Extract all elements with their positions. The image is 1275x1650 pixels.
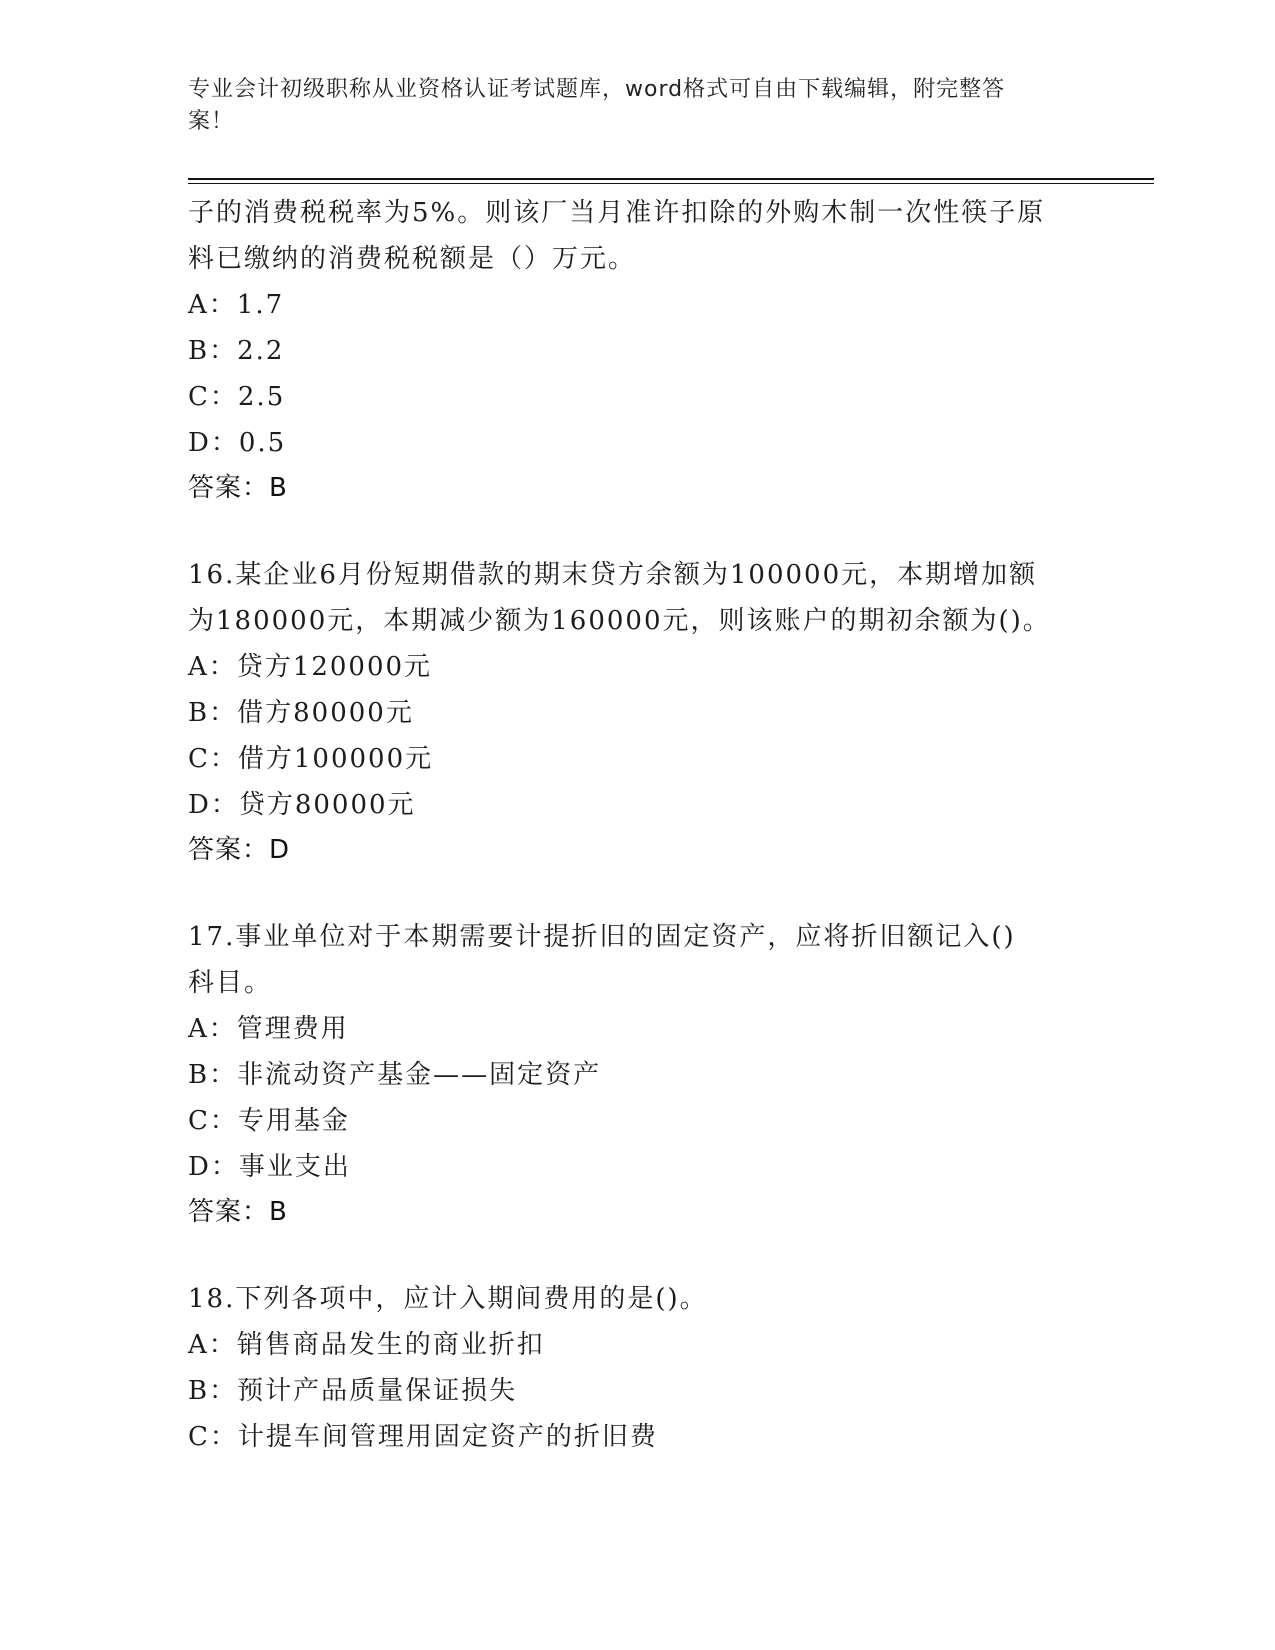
spacer [188,1234,1088,1276]
answer-line: 答案：B [188,473,288,503]
question-content [188,190,1088,1460]
question-18 [188,1276,1088,1460]
header-rule-thick [188,178,1154,180]
page-header [188,74,1068,138]
header-line-1: 专业会计初级职称从业资格认证考试题库，word格式可自由下载编辑，附完整答 [188,77,1006,102]
option-b: B：借方80000元 [188,698,414,728]
option-a: A：1.7 [188,290,285,320]
answer-line: 答案：D [188,835,291,865]
header-rule-thin [188,183,1154,184]
question-17 [188,914,1088,1234]
spacer [188,872,1088,914]
option-c: C：专用基金 [188,1106,350,1136]
header-line-2: 案！ [188,109,235,134]
question-15-continued [188,190,1088,510]
question-text-line: 料已缴纳的消费税税额是（）万元。 [188,244,637,274]
spacer [188,510,1088,552]
option-b: B：非流动资产基金——固定资产 [188,1060,602,1090]
option-d: D：贷方80000元 [188,790,416,820]
option-d: D：0.5 [188,428,287,458]
question-text-line: 科目。 [188,968,273,998]
question-text-line: 17.事业单位对于本期需要计提折旧的固定资产，应将折旧额记入() [188,922,1016,952]
answer-line: 答案：B [188,1197,288,1227]
question-text-line: 子的消费税税率为5%。则该厂当月准许扣除的外购木制一次性筷子原 [188,198,1046,228]
question-text-line: 为180000元，本期减少额为160000元，则该账户的期初余额为()。 [188,606,1051,636]
question-text-line: 16.某企业6月份短期借款的期末贷方余额为100000元，本期增加额 [188,560,1038,590]
option-a: A：管理费用 [188,1014,349,1044]
option-c: C：借方100000元 [188,744,434,774]
option-b: B：预计产品质量保证损失 [188,1376,518,1406]
option-b: B：2.2 [188,336,285,366]
option-a: A：销售商品发生的商业折扣 [188,1330,545,1360]
option-c: C：2.5 [188,382,286,412]
question-16 [188,552,1088,872]
option-a: A：贷方120000元 [188,652,433,682]
option-c: C：计提车间管理用固定资产的折旧费 [188,1422,658,1452]
option-d: D：事业支出 [188,1152,351,1182]
question-text-line: 18.下列各项中，应计入期间费用的是()。 [188,1284,708,1314]
